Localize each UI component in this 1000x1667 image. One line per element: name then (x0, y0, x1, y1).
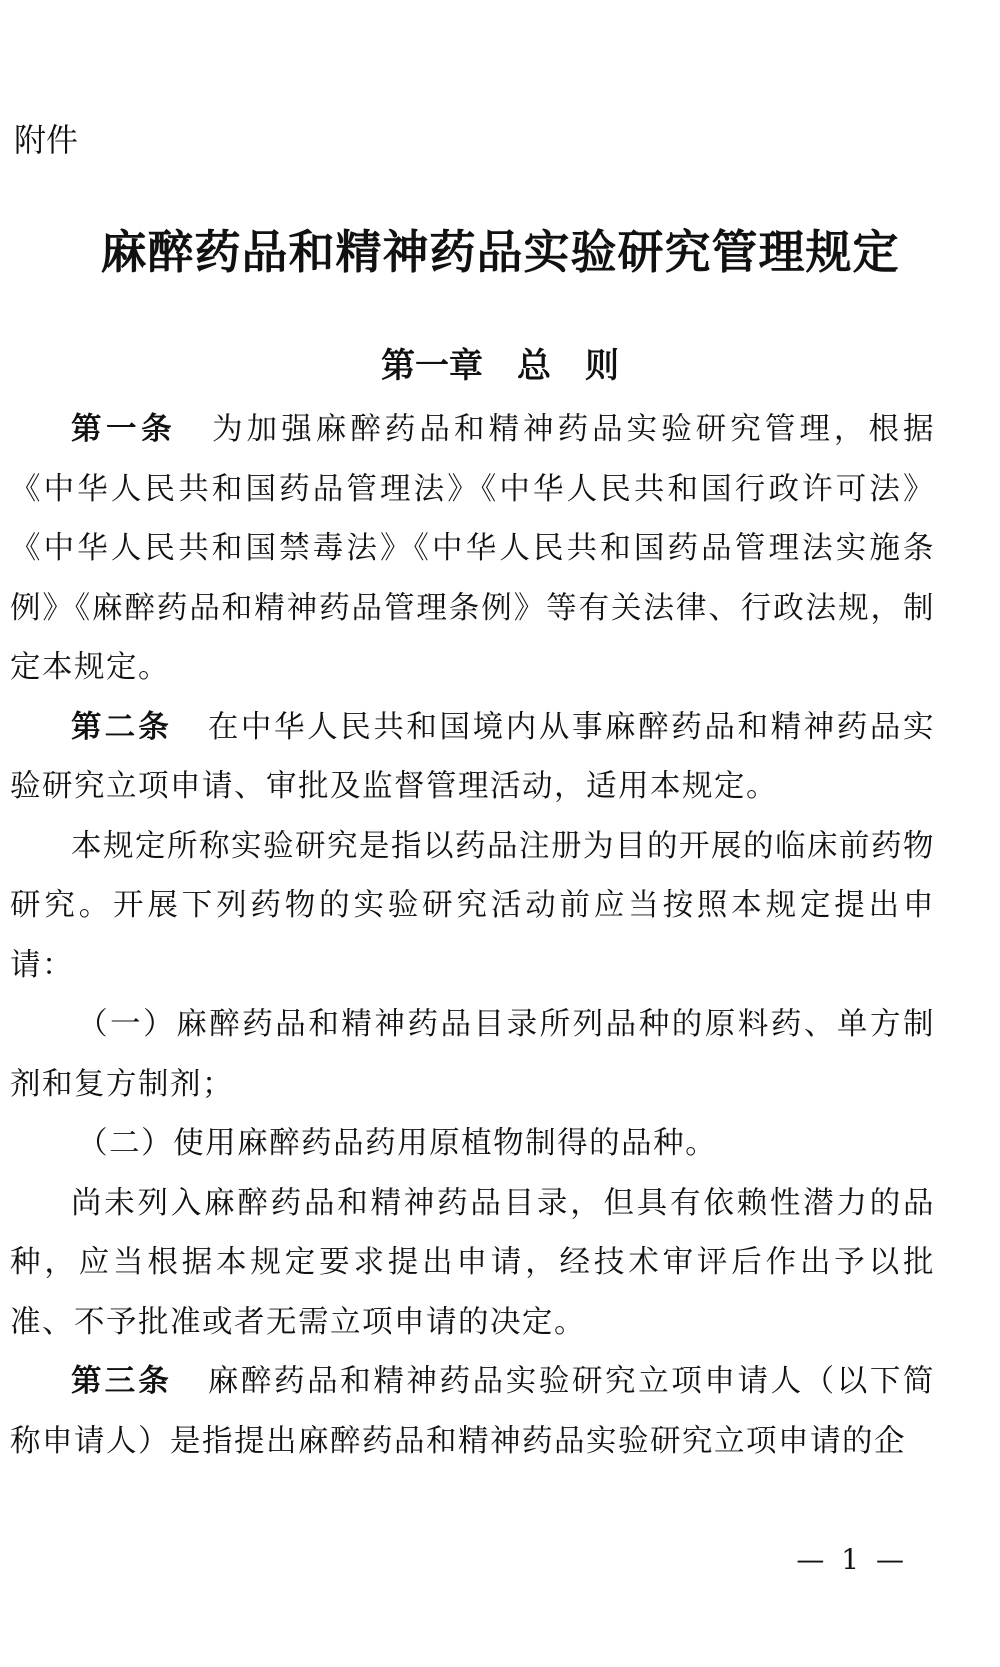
article-1 (10, 400, 935, 698)
article-2-item-2: （二）使用麻醉药品药用原植物制得的品种。 (77, 1126, 718, 1161)
document-body (10, 400, 935, 1471)
document-title: 麻醉药品和精神药品实验研究管理规定 (100, 225, 900, 279)
article-2 (10, 698, 935, 817)
article-2-item-1: （一）麻醉药品和精神药品目录所列品种的原料药、单方制剂和复方制剂； (10, 1007, 935, 1102)
article-3 (10, 1352, 935, 1471)
chapter-heading: 第一章 总 则 (381, 346, 619, 386)
article-3-label: 第三条 (71, 1364, 172, 1399)
article-2-label: 第二条 (71, 709, 172, 745)
attachment-label: 附件 (14, 121, 79, 159)
article-1-text: 为加强麻醉药品和精神药品实验研究管理，根据《中华人民共和国药品管理法》《中华人民共和国行政许可法》《中华人民共和国禁毒法》《中华人民共和国药品管理法实施条例》《麻醉药品和精神药品管理条例》等有关法律、行政法规，制定本规定。 (10, 412, 936, 685)
article-2-text: 在中华人民共和国境内从事麻醉药品和精神药品实验研究立项申请、审批及监督管理活动，适用本规定。 (10, 709, 935, 804)
article-2-paragraph-3: 尚未列入麻醉药品和精神药品目录，但具有依赖性潜力的品种，应当根据本规定要求提出申请，经技术审评后作出予以批准、不予批准或者无需立项申请的决定。 (10, 1185, 935, 1340)
article-3-text: 麻醉药品和精神药品实验研究立项申请人（以下简称申请人）是指提出麻醉药品和精神药品实验研究立项申请的企 (10, 1364, 935, 1459)
page-number: — 1 — (796, 1543, 908, 1576)
article-2-paragraph-2: 本规定所称实验研究是指以药品注册为目的开展的临床前药物研究。开展下列药物的实验研究活动前应当按照本规定提出申请： (10, 828, 935, 983)
article-1-label: 第一条 (71, 412, 177, 447)
